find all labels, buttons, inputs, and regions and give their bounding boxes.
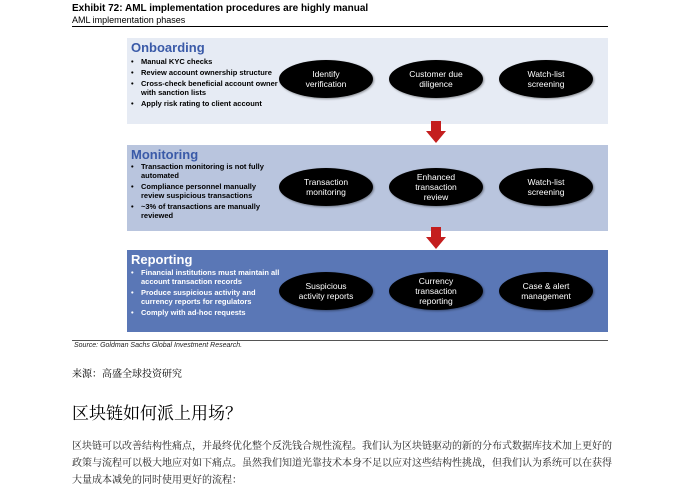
step-customer-due-diligence: Customer due diligence bbox=[389, 60, 483, 98]
phase-monitoring bbox=[127, 145, 608, 231]
phase-title: Onboarding bbox=[131, 40, 205, 55]
bullet: • ~3% of transactions are manually reviewed bbox=[131, 202, 277, 220]
zh-source: 来源：高盛全球投资研究 bbox=[72, 369, 182, 380]
bullet: • Transaction monitoring is not fully automated bbox=[131, 162, 277, 180]
bullet: • Cross-check beneficial account owner with sanction lists bbox=[131, 79, 281, 97]
bullet: • Review account ownership structure bbox=[131, 68, 281, 77]
phase-bullets bbox=[131, 57, 281, 110]
phase-title: Reporting bbox=[131, 252, 193, 267]
step-case-alert-management: Case & alert management bbox=[499, 272, 593, 310]
exhibit-title: Exhibit 72: AML implementation procedures are highly manual bbox=[72, 3, 369, 14]
bullet: • Compliance personnel manually review suspicious transactions bbox=[131, 182, 277, 200]
source-note: Source: Goldman Sachs Global Investment Research. bbox=[74, 342, 243, 349]
bullet: • Financial institutions must maintain all account transaction records bbox=[131, 268, 281, 286]
bullet: • Apply risk rating to client account bbox=[131, 99, 281, 108]
step-transaction-monitoring: Transaction monitoring bbox=[279, 168, 373, 206]
bullet: • Manual KYC checks bbox=[131, 57, 281, 66]
bullet: • Produce suspicious activity and currency reports for regulators bbox=[131, 288, 281, 306]
step-watch-list-screening: Watch-list screening bbox=[499, 60, 593, 98]
zh-paragraph: 区块链可以改善结构性痛点，并最终优化整个反洗钱合规性流程。我们认为区块链驱动的新的分布式数据库技术加上更好的政策与流程可以极大地应对如下痛点。虽然我们知道光靠技术本身不足以应对这些结构性挑战，但我们认为系统可以在获得大量成本减免的同时使用更好的流程： bbox=[72, 441, 612, 486]
exhibit-subtitle: AML implementation phases bbox=[72, 15, 186, 25]
top-rule bbox=[72, 26, 608, 27]
step-identify-verification: Identify verification bbox=[279, 60, 373, 98]
phase-onboarding bbox=[127, 38, 608, 124]
step-enhanced-transaction-review: Enhanced transaction review bbox=[389, 168, 483, 206]
phase-title: Monitoring bbox=[131, 147, 199, 162]
step-currency-transaction-reporting: Currency transaction reporting bbox=[389, 272, 483, 310]
zh-heading: 区块链如何派上用场？ bbox=[72, 404, 242, 424]
phase-bullets bbox=[131, 162, 277, 222]
source-rule bbox=[72, 340, 608, 341]
bullet: • Comply with ad-hoc requests bbox=[131, 308, 281, 317]
step-watch-list-screening: Watch-list screening bbox=[499, 168, 593, 206]
phase-bullets bbox=[131, 268, 281, 319]
down-arrow-icon bbox=[426, 227, 446, 249]
phase-reporting bbox=[127, 250, 608, 332]
step-suspicious-activity-reports: Suspicious activity reports bbox=[279, 272, 373, 310]
down-arrow-icon bbox=[426, 121, 446, 143]
